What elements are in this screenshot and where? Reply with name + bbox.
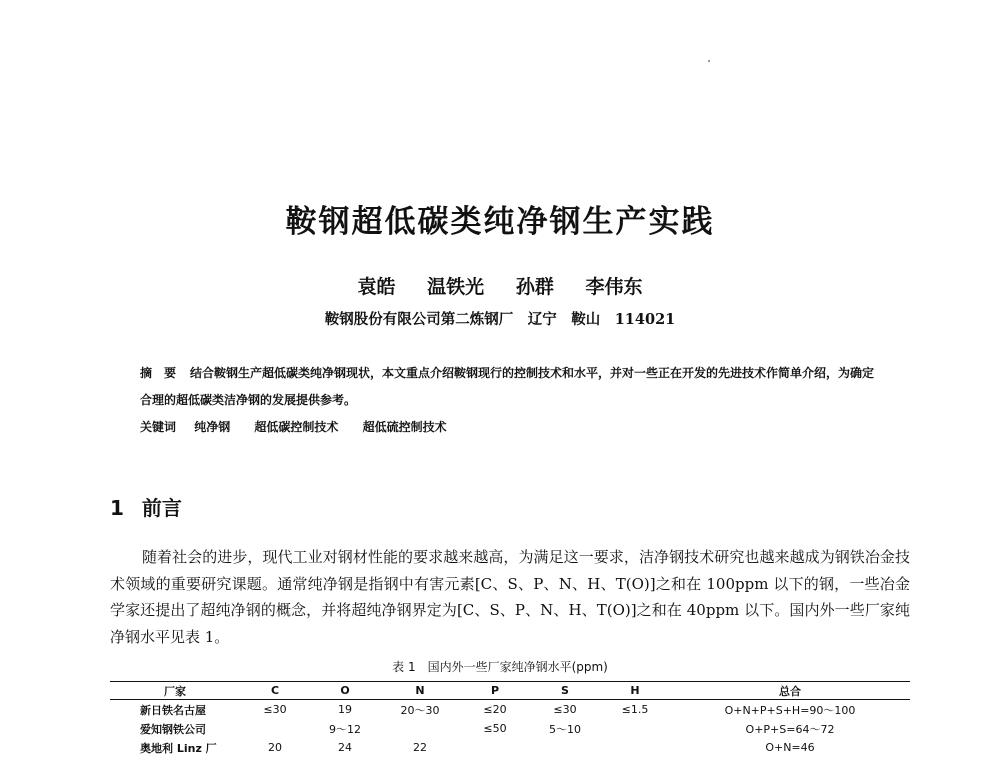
column-header: P [460, 682, 530, 700]
keyword: 超低碳控制技术 [254, 420, 339, 434]
column-header: O [310, 682, 380, 700]
table-cell: 5～10 [549, 722, 581, 736]
table-cell [240, 719, 310, 738]
table-cell [380, 719, 460, 738]
table-row [110, 738, 910, 757]
author-list [0, 272, 1000, 299]
section-heading [110, 492, 182, 521]
table-row [110, 700, 910, 720]
abstract [140, 360, 880, 414]
table-caption: 表 1 国内外一些厂家纯净钢水平(ppm) [392, 660, 608, 674]
affiliation: 鞍钢股份有限公司第二炼钢厂 辽宁 鞍山 114021 [324, 311, 676, 328]
total-cell: O+N+P+S+H=90～100 [724, 703, 856, 717]
table-cell: ≤1.5 [621, 703, 649, 716]
keyword: 纯净钢 [194, 420, 231, 434]
total-cell: O+N=46 [765, 741, 815, 754]
plant-cell: 爱知钢铁公司 [140, 722, 206, 736]
total-cell: O+P+S=64～72 [745, 722, 835, 736]
table-cell: ≤30 [263, 703, 287, 716]
table-cell: ≤20 [483, 703, 507, 716]
author-name: 温铁光 [427, 276, 485, 298]
scan-speck [708, 60, 710, 62]
table-cell: ≤30 [553, 703, 577, 716]
column-header: 总合 [670, 682, 910, 700]
table-header-row [110, 682, 910, 700]
column-header: 厂家 [110, 682, 240, 700]
keywords-label: 关键词 [140, 420, 177, 434]
table-cell [530, 738, 600, 757]
table-cell: 24 [338, 741, 352, 754]
table-cell: 19 [338, 703, 352, 716]
table-cell: 20～30 [400, 703, 440, 717]
column-header: S [530, 682, 600, 700]
abstract-text: 结合鞍钢生产超低碳类纯净钢现状，本文重点介绍鞍钢现行的控制技术和水平，并对一些正在开发的先进技术作简单介绍，为确定合理的超低碳类洁净钢的发展提供参考。 [140, 366, 875, 407]
table-cell [600, 738, 670, 757]
table-cell: 9～12 [329, 722, 361, 736]
section-number: 1 [110, 496, 124, 520]
plant-cell: 奥地利 Linz 厂 [140, 741, 217, 755]
section-title: 前言 [141, 496, 182, 520]
data-table [110, 681, 910, 757]
author-name: 孙群 [515, 276, 554, 298]
abstract-label: 摘 要 [140, 366, 177, 380]
table-cell: 20 [268, 741, 282, 754]
author-name: 袁皓 [357, 276, 396, 298]
keyword: 超低硫控制技术 [362, 420, 447, 434]
column-header: C [240, 682, 310, 700]
keywords [140, 414, 880, 441]
table-cell [460, 738, 530, 757]
abstract-block [140, 360, 880, 441]
table-cell: ≤50 [483, 722, 507, 735]
plant-cell: 新日铁名古屋 [140, 703, 206, 717]
body-paragraph: 随着社会的进步，现代工业对钢材性能的要求越来越高，为满足这一要求，洁净钢技术研究也越来越成为钢铁冶金技术领域的重要研究课题。通常纯净钢是指钢中有害元素[C、S、P、N、H、T(O)]之和在 100ppm 以下的钢，一些冶金学家还提出了超纯净钢的概念，并将超纯净钢界定为[C、S、P、N、H、T(O)]之和在 40ppm 以下。国内外一些厂家纯净钢水平见表 1。 [110, 548, 910, 646]
table-cell: 22 [413, 741, 427, 754]
column-header: H [600, 682, 670, 700]
table-row [110, 719, 910, 738]
author-name: 李伟东 [585, 276, 643, 298]
paper-title: 鞍钢超低碳类纯净钢生产实践 [285, 204, 715, 240]
table-cell [600, 719, 670, 738]
column-header: N [380, 682, 460, 700]
